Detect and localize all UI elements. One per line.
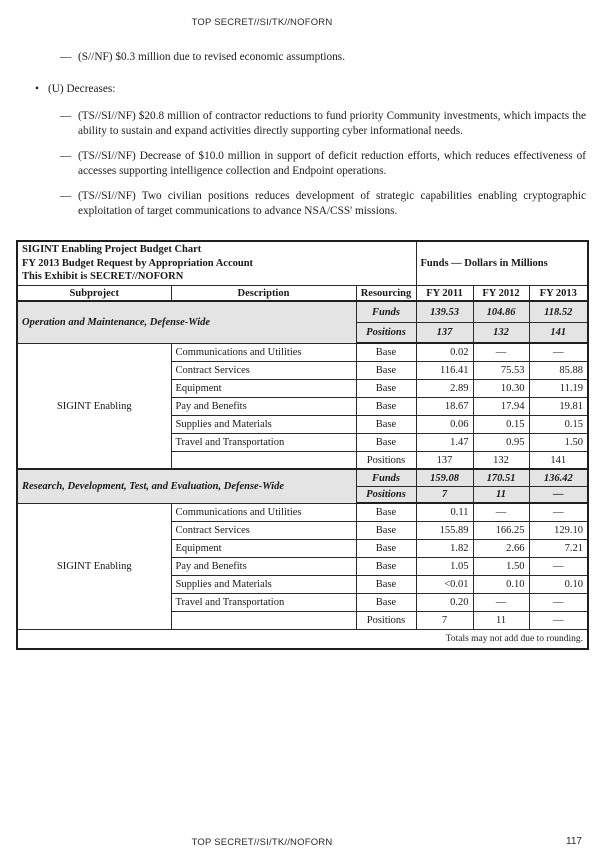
resourcing-cell: Positions [356,611,416,629]
resourcing-cell: Base [356,433,416,451]
fy2013-cell: — [529,343,588,361]
list-item [35,189,586,219]
fy2011-cell: 116.41 [416,361,473,379]
fy2013-cell: — [529,486,588,503]
fy2012-cell: 1.50 [473,557,529,575]
rounding-footnote: Totals may not add due to rounding. [17,629,588,649]
list-item [35,50,586,65]
description-cell: Travel and Transportation [171,433,356,451]
budget-table [16,240,589,650]
subproject-cell: SIGINT Enabling [17,503,171,629]
table-row [17,503,588,521]
description-cell: Communications and Utilities [171,503,356,521]
resourcing-cell: Base [356,379,416,397]
fy2013-cell: 1.50 [529,433,588,451]
table-title-line: FY 2013 Budget Request by Appropriation Account [22,257,254,269]
fy2012-cell: 166.25 [473,521,529,539]
bullet-marker: • [35,83,39,96]
classification-banner-top: TOP SECRET//SI/TK//NOFORN [191,17,333,28]
resourcing-cell: Positions [356,451,416,469]
column-header-row [17,285,588,301]
resourcing-cell: Base [356,575,416,593]
decrease-item-text: (TS//SI//NF) $20.8 million of contractor reductions to fund priority Community investments, which impacts the ability to sustain and expand activities directly supporting cyber informational needs. [78,110,586,138]
col-header-fy2011: FY 2011 [416,285,473,301]
description-cell: Contract Services [171,521,356,539]
fy2012-cell: 11 [473,486,529,503]
dash-marker: — [60,110,72,123]
revision-item-text: (S//NF) $0.3 million due to revised economic assumptions. [78,51,346,63]
resourcing-cell: Base [356,539,416,557]
table-title-line: This Exhibit is SECRET//NOFORN [22,271,184,283]
fy2011-cell: 159.08 [416,469,473,486]
section-funds-row [17,469,588,486]
resourcing-cell: Base [356,361,416,379]
fy2013-cell: — [529,557,588,575]
fy2011-cell: 1.05 [416,557,473,575]
fy2011-cell: <0.01 [416,575,473,593]
table-title-block [17,241,416,285]
fy2013-cell: 11.19 [529,379,588,397]
fy2012-cell: 132 [473,322,529,343]
fy2012-cell: 17.94 [473,397,529,415]
fy2013-cell: 141 [529,451,588,469]
fy2013-cell: 129.10 [529,521,588,539]
list-item [35,149,586,179]
decrease-item-text: (TS//SI//NF) Two civilian positions reduces development of strategic capabilities enabling cryptographic exploitation of target communications to advance NSA/CSS' missions. [78,190,586,218]
subproject-cell: SIGINT Enabling [17,343,171,469]
description-cell: Pay and Benefits [171,557,356,575]
col-header-resourcing: Resourcing [356,285,416,301]
fy2013-cell: — [529,593,588,611]
description-cell: Contract Services [171,361,356,379]
fy2011-cell: 18.67 [416,397,473,415]
fy2012-cell: — [473,593,529,611]
page-number: 117 [566,836,582,847]
funds-units-label: Funds — Dollars in Millions [416,241,588,285]
fy2012-cell: 0.10 [473,575,529,593]
description-cell: Pay and Benefits [171,397,356,415]
fy2013-cell: — [529,503,588,521]
fy2012-cell: — [473,343,529,361]
decreases-heading: (U) Decreases: [48,83,116,96]
table-footnote-row [17,629,588,649]
fy2011-cell: 0.20 [416,593,473,611]
fy2012-cell: 0.95 [473,433,529,451]
fy2013-cell: 141 [529,322,588,343]
fy2013-cell: 19.81 [529,397,588,415]
col-header-subproject: Subproject [17,285,171,301]
col-header-fy2013: FY 2013 [529,285,588,301]
resourcing-cell: Funds [356,301,416,322]
resourcing-cell: Base [356,557,416,575]
fy2012-cell: 2.66 [473,539,529,557]
fy2012-cell: 11 [473,611,529,629]
notes-section [35,50,586,229]
fy2013-cell: 0.10 [529,575,588,593]
section-funds-row [17,301,588,322]
description-cell: Supplies and Materials [171,575,356,593]
resourcing-cell: Positions [356,486,416,503]
fy2012-cell: — [473,503,529,521]
table-row [17,343,588,361]
fy2013-cell: — [529,611,588,629]
dash-marker: — [60,51,72,63]
dash-marker: — [60,190,72,203]
resourcing-cell: Base [356,503,416,521]
fy2011-cell: 2.89 [416,379,473,397]
description-cell: Supplies and Materials [171,415,356,433]
fy2012-cell: 75.53 [473,361,529,379]
table-title-line: SIGINT Enabling Project Budget Chart [22,244,202,255]
dash-marker: — [60,150,72,163]
fy2011-cell: 1.47 [416,433,473,451]
fy2011-cell: 137 [416,322,473,343]
fy2012-cell: 132 [473,451,529,469]
fy2012-cell: 104.86 [473,301,529,322]
resourcing-cell: Base [356,415,416,433]
fy2011-cell: 7 [416,486,473,503]
description-cell [171,451,356,469]
description-cell: Equipment [171,379,356,397]
list-item [35,109,586,139]
resourcing-cell: Positions [356,322,416,343]
resourcing-cell: Base [356,521,416,539]
fy2011-cell: 0.11 [416,503,473,521]
fy2012-cell: 170.51 [473,469,529,486]
resourcing-cell: Base [356,343,416,361]
section-label: Research, Development, Test, and Evaluation, Defense-Wide [17,469,356,503]
description-cell: Communications and Utilities [171,343,356,361]
fy2013-cell: 0.15 [529,415,588,433]
classification-banner-bottom: TOP SECRET//SI/TK//NOFORN [191,837,333,848]
description-cell: Equipment [171,539,356,557]
fy2013-cell: 118.52 [529,301,588,322]
fy2013-cell: 7.21 [529,539,588,557]
fy2011-cell: 139.53 [416,301,473,322]
fy2012-cell: 10.30 [473,379,529,397]
decrease-item-text: (TS//SI//NF) Decrease of $10.0 million in support of deficit reduction efforts, which reduces effectiveness of accesses supporting intelligence collection and Endpoint operations. [78,150,586,178]
fy2011-cell: 1.82 [416,539,473,557]
fy2011-cell: 7 [416,611,473,629]
fy2011-cell: 155.89 [416,521,473,539]
fy2011-cell: 137 [416,451,473,469]
resourcing-cell: Funds [356,469,416,486]
resourcing-cell: Base [356,397,416,415]
col-header-fy2012: FY 2012 [473,285,529,301]
section-label: Operation and Maintenance, Defense-Wide [17,301,356,343]
fy2012-cell: 0.15 [473,415,529,433]
description-cell [171,611,356,629]
description-cell: Travel and Transportation [171,593,356,611]
fy2013-cell: 85.88 [529,361,588,379]
resourcing-cell: Base [356,593,416,611]
fy2011-cell: 0.06 [416,415,473,433]
fy2011-cell: 0.02 [416,343,473,361]
list-item [35,82,586,97]
fy2013-cell: 136.42 [529,469,588,486]
col-header-description: Description [171,285,356,301]
table-title-row [17,241,588,285]
